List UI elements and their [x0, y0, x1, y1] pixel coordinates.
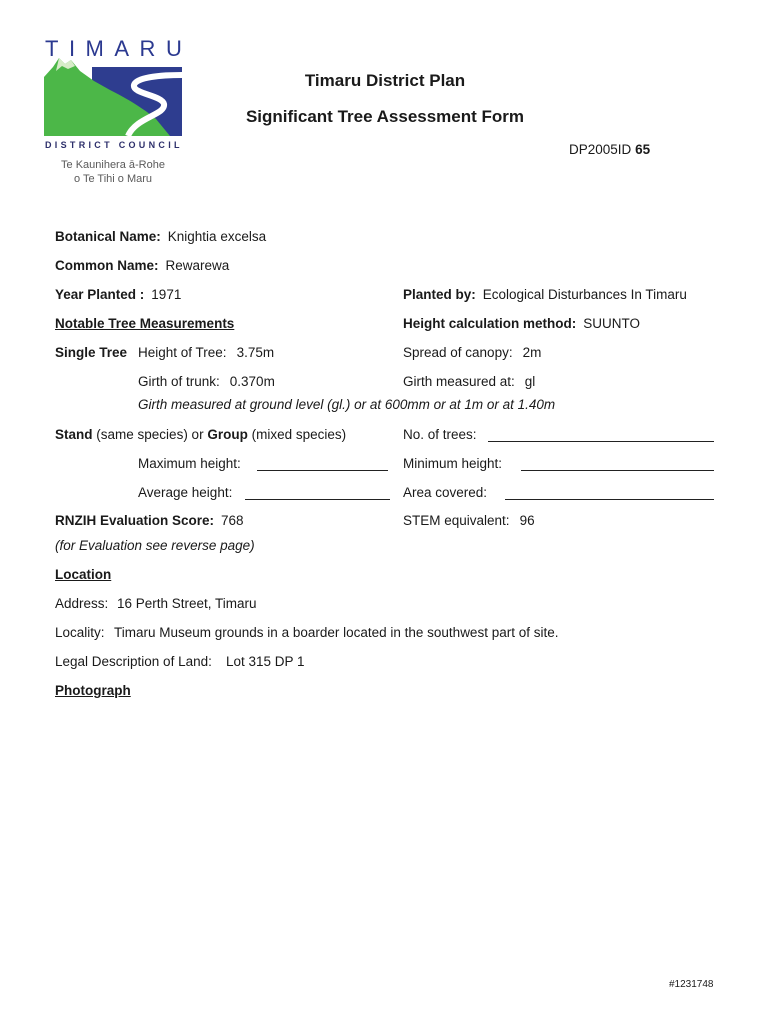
legal-description-label: Legal Description of Land:	[55, 654, 212, 669]
stand-word: Stand	[55, 427, 93, 442]
locality-label: Locality:	[55, 625, 105, 640]
minimum-height-label: Minimum height:	[403, 456, 503, 471]
common-name-value: Rewarewa	[165, 258, 230, 273]
girth-of-trunk-label: Girth of trunk:	[138, 374, 220, 389]
height-method-row	[403, 316, 640, 332]
address-value: 16 Perth Street, Timaru	[117, 596, 257, 611]
legal-description-value: Lot 315 DP 1	[226, 654, 305, 669]
document-subtitle: Significant Tree Assessment Form	[245, 107, 525, 126]
locality-value: Timaru Museum grounds in a boarder located in the southwest part of site.	[114, 625, 559, 640]
maximum-height-blank	[257, 470, 388, 471]
average-height-label: Average height:	[138, 485, 233, 500]
maximum-height-label: Maximum height:	[138, 456, 241, 471]
mixed-species-text: (mixed species)	[251, 427, 347, 442]
evaluation-note: (for Evaluation see reverse page)	[55, 538, 255, 553]
reference-label: DP2005ID	[569, 142, 632, 157]
evaluation-score-row	[55, 513, 244, 529]
botanical-name-label: Botanical Name:	[55, 229, 161, 244]
area-covered-label: Area covered:	[403, 485, 488, 500]
spread-of-canopy-row	[403, 345, 541, 361]
common-name-label: Common Name:	[55, 258, 159, 273]
height-method-value: SUUNTO	[583, 316, 641, 331]
botanical-name-row	[55, 229, 266, 245]
girth-measured-at-row	[403, 374, 535, 390]
height-of-tree-label: Height of Tree:	[138, 345, 227, 360]
same-species-text: (same species) or	[96, 427, 204, 442]
logo-council-text: DISTRICT COUNCIL	[45, 140, 183, 150]
logo-wordmark: TIMARU	[45, 36, 193, 61]
height-of-tree-value: 3.75m	[236, 345, 275, 360]
location-heading: Location	[55, 567, 112, 582]
year-planted-label: Year Planted :	[55, 287, 145, 302]
planted-by-value: Ecological Disturbances In Timaru	[482, 287, 687, 302]
girth-of-trunk-value: 0.370m	[229, 374, 275, 389]
stand-or-group-row	[55, 427, 346, 443]
girth-note: Girth measured at ground level (gl.) or at 600mm or at 1m or at 1.40m	[138, 397, 556, 412]
document-title: Timaru District Plan	[304, 71, 466, 90]
logo-maori-line-1: Te Kaunihera ā-Rohe	[61, 159, 165, 171]
document-number: #1231748	[669, 979, 714, 990]
year-planted-value: 1971	[151, 287, 182, 302]
stem-equivalent-row	[403, 513, 535, 529]
evaluation-score-label: RNZIH Evaluation Score:	[55, 513, 215, 528]
average-height-blank	[245, 499, 390, 500]
spread-of-canopy-label: Spread of canopy:	[403, 345, 513, 360]
height-of-tree-row	[138, 345, 274, 361]
girth-measured-at-label: Girth measured at:	[403, 374, 515, 389]
spread-of-canopy-value: 2m	[522, 345, 542, 360]
single-tree-label: Single Tree	[55, 345, 128, 360]
planted-by-label: Planted by:	[403, 287, 476, 302]
common-name-row	[55, 258, 229, 274]
address-label: Address:	[55, 596, 109, 611]
evaluation-score-value: 768	[221, 513, 244, 528]
measurements-heading: Notable Tree Measurements	[55, 316, 235, 331]
minimum-height-blank	[521, 470, 714, 471]
botanical-name-value: Knightia excelsa	[167, 229, 267, 244]
planted-by-row	[403, 287, 687, 303]
logo-maori-line-2: o Te Tihi o Maru	[73, 173, 153, 185]
reference-value: 65	[635, 142, 651, 157]
reference-id	[569, 142, 650, 158]
no-of-trees-label: No. of trees:	[403, 427, 477, 442]
photograph-heading: Photograph	[55, 683, 131, 698]
height-method-label: Height calculation method:	[403, 316, 577, 331]
stem-equivalent-value: 96	[519, 513, 535, 528]
stem-equivalent-label: STEM equivalent:	[403, 513, 510, 528]
area-covered-blank	[505, 499, 714, 500]
girth-measured-at-value: gl	[524, 374, 536, 389]
girth-of-trunk-row	[138, 374, 275, 390]
year-planted-row	[55, 287, 181, 303]
group-word: Group	[207, 427, 248, 442]
no-of-trees-blank	[488, 441, 714, 442]
